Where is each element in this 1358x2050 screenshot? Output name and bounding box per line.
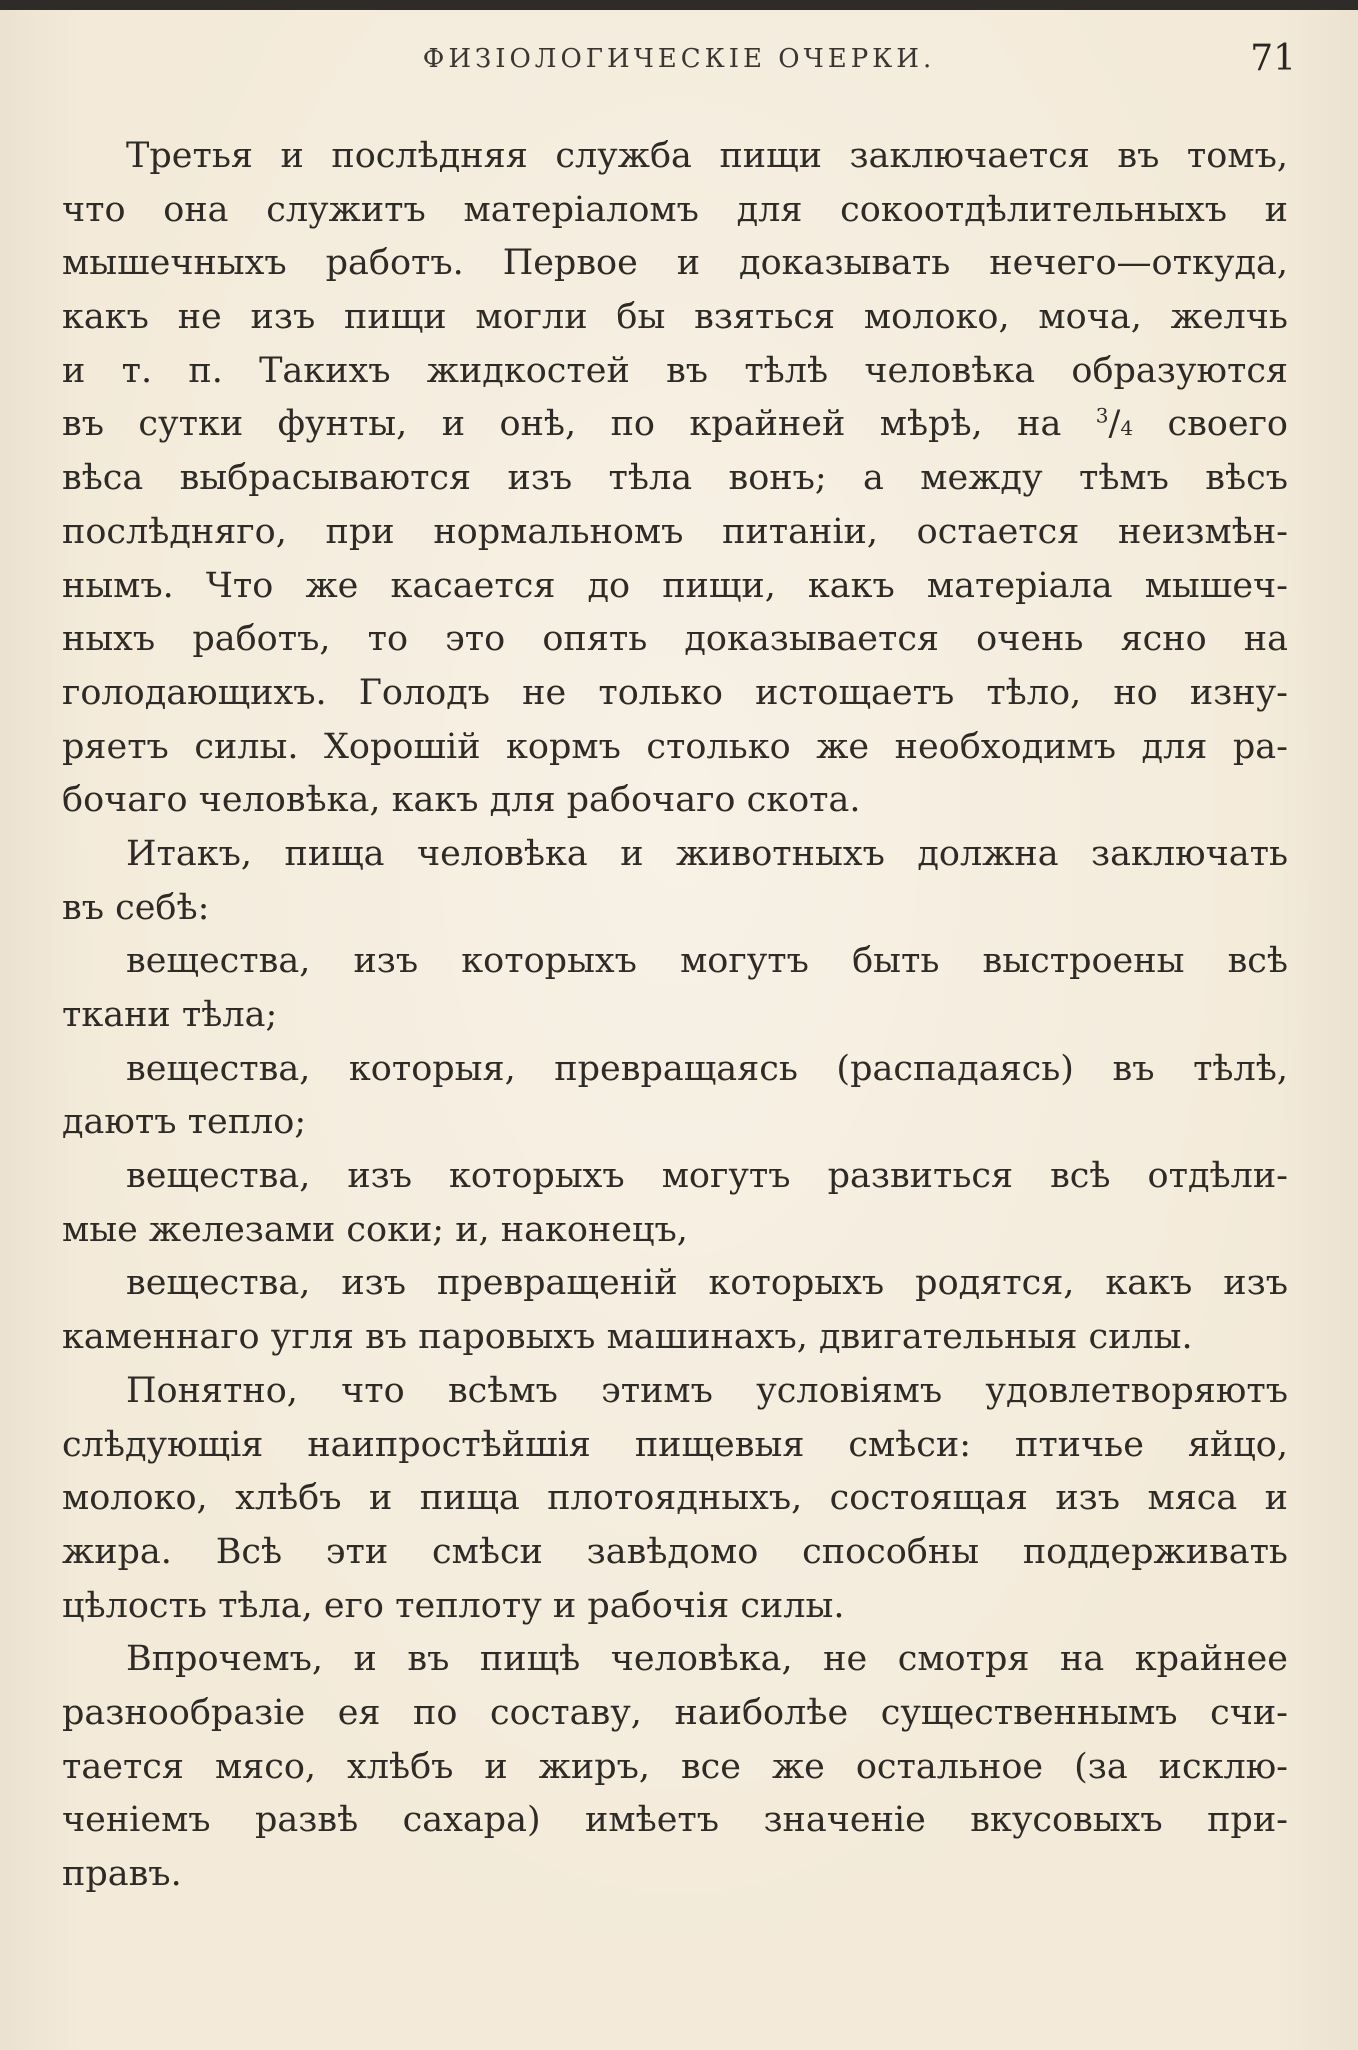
text-line: ряетъ силы. Хорошій кормъ столько же необходимъ для ра- (62, 726, 1288, 767)
text-line: жира. Всѣ эти смѣси завѣдомо способны поддерживать (62, 1531, 1288, 1572)
text-line: и т. п. Такихъ жидкостей въ тѣлѣ человѣка образуются (62, 350, 1288, 391)
text-line: каменнаго угля въ паровыхъ машинахъ, двигательныя силы. (62, 1317, 1193, 1358)
text-line: что она служитъ матеріаломъ для сокоотдѣлительныхъ и (62, 189, 1288, 230)
text-segment: своего (1133, 404, 1288, 445)
page-header (62, 38, 1296, 88)
fraction-numerator: 3 (1095, 403, 1109, 428)
text-line: мые железами соки; и, наконецъ, (62, 1209, 688, 1250)
top-edge-rule (0, 0, 1358, 10)
text-line: ченіемъ развѣ сахара) имѣетъ значеніе вкусовыхъ при- (62, 1800, 1288, 1841)
body-text (62, 130, 1288, 1902)
text-line: бочаго человѣка, какъ для рабочаго скота. (62, 780, 861, 821)
running-title: ФИЗІОЛОГИЧЕСКІЕ ОЧЕРКИ. (422, 44, 936, 74)
text-line: вещества, которыя, превращаясь (распадаясь) въ тѣлѣ, (126, 1048, 1288, 1089)
text-line: вещества, изъ которыхъ могутъ развиться всѣ отдѣли- (126, 1156, 1288, 1197)
text-line: голодающихъ. Голодъ не только истощаетъ тѣло, но изну- (62, 672, 1288, 713)
text-line: послѣдняго, при нормальномъ питаніи, остается неизмѣн- (62, 511, 1288, 552)
text-line: какъ не изъ пищи могли бы взяться молоко, моча, желчь (62, 297, 1288, 338)
fraction-denominator: 4 (1120, 416, 1134, 441)
text-line: Понятно, что всѣмъ этимъ условіямъ удовлетворяютъ (126, 1370, 1288, 1411)
text-line: въ себѣ: (62, 887, 210, 928)
text-line: цѣлость тѣла, его теплоту и рабочія силы. (62, 1585, 845, 1626)
text-line: вещества, изъ которыхъ могутъ быть выстроены всѣ (126, 941, 1288, 982)
text-line: слѣдующія наипростѣйшія пищевыя смѣси: птичье яйцо, (62, 1424, 1288, 1465)
text-line: Третья и послѣдняя служба пищи заключается въ томъ, (126, 136, 1288, 176)
text-line: мышечныхъ работъ. Первое и доказывать нечего—откуда, (62, 243, 1288, 284)
text-line: вещества, изъ превращеній которыхъ родятся, какъ изъ (126, 1263, 1288, 1304)
text-line: нымъ. Что же касается до пищи, какъ матеріала мышеч- (62, 565, 1288, 606)
text-line: даютъ тепло; (62, 1102, 307, 1143)
text-line: ныхъ работъ, то это опять доказывается очень ясно на (62, 619, 1288, 660)
text-line: правъ. (62, 1854, 182, 1894)
text-line: ткани тѣла; (62, 995, 278, 1035)
text-line: Впрочемъ, и въ пищѣ человѣка, не смотря на крайнее (126, 1639, 1288, 1680)
page-number: 71 (1250, 38, 1296, 79)
text-line: разнообразіе ея по составу, наиболѣе существеннымъ счи- (62, 1692, 1288, 1733)
text-segment: въ сутки фунты, и онѣ, по крайней мѣрѣ, на (62, 404, 1096, 445)
text-line: Итакъ, пища человѣка и животныхъ должна заключать (126, 833, 1288, 874)
text-line: молоко, хлѣбъ и пища плотоядныхъ, состоящая изъ мяса и (62, 1478, 1288, 1519)
fraction: $^3$/4 (1095, 403, 1134, 445)
text-line: вѣса выбрасываются изъ тѣла вонъ; а между тѣмъ вѣсъ (62, 458, 1288, 499)
text-line: тается мясо, хлѣбъ и жиръ, все же остальное (за исклю- (62, 1746, 1288, 1787)
text-line-with-fraction (62, 398, 1288, 452)
